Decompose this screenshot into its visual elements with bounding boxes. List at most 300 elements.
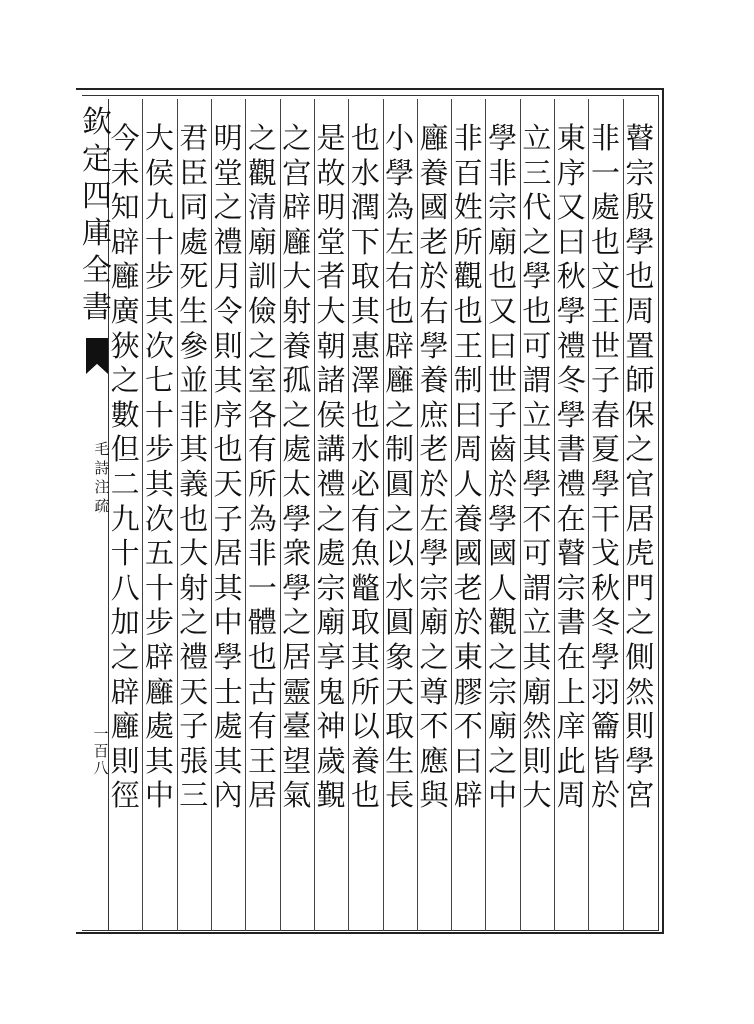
text-char: 其 xyxy=(144,293,174,328)
text-char: 天 xyxy=(213,466,243,501)
text-char: 氣 xyxy=(282,778,312,813)
text-column xyxy=(174,121,214,813)
text-char: 張 xyxy=(179,743,209,778)
text-char: 養 xyxy=(350,743,380,778)
text-char: 學 xyxy=(385,155,415,190)
text-char: 狹 xyxy=(110,328,140,363)
text-char: 也 xyxy=(522,293,552,328)
text-char: 靈 xyxy=(282,674,312,709)
text-char: 觀 xyxy=(453,259,483,294)
text-char: 處 xyxy=(591,190,621,225)
text-char: 也 xyxy=(179,501,209,536)
text-char: 鼈 xyxy=(350,570,380,605)
page-number-char: 一 xyxy=(93,725,109,743)
text-char: 之 xyxy=(110,363,140,398)
text-char: 堂 xyxy=(213,155,243,190)
text-char: 圓 xyxy=(385,466,415,501)
text-char: 學 xyxy=(556,397,586,432)
text-char: 之 xyxy=(625,605,655,640)
text-char: 魚 xyxy=(350,536,380,571)
text-char: 大 xyxy=(522,778,552,813)
text-char: 令 xyxy=(213,293,243,328)
text-char: 步 xyxy=(144,432,174,467)
text-char: 次 xyxy=(144,501,174,536)
text-char: 學 xyxy=(625,743,655,778)
text-char: 冬 xyxy=(591,605,621,640)
text-char: 廟 xyxy=(419,605,449,640)
text-char: 序 xyxy=(213,397,243,432)
text-char: 居 xyxy=(213,536,243,571)
text-column xyxy=(551,121,591,813)
text-char: 臺 xyxy=(282,709,312,744)
text-char: 九 xyxy=(110,501,140,536)
text-char: 則 xyxy=(625,709,655,744)
text-char: 十 xyxy=(110,536,140,571)
text-char: 左 xyxy=(419,501,449,536)
text-char: 姓 xyxy=(453,190,483,225)
text-char: 人 xyxy=(488,570,518,605)
text-char: 長 xyxy=(385,778,415,813)
text-char: 立 xyxy=(522,605,552,640)
text-char: 可 xyxy=(522,536,552,571)
text-column xyxy=(242,121,282,813)
text-char: 數 xyxy=(110,397,140,432)
text-char: 代 xyxy=(522,190,552,225)
margin-title-char: 全 xyxy=(82,253,112,288)
text-char: 於 xyxy=(419,259,449,294)
text-char: 內 xyxy=(213,778,243,813)
text-char: 學 xyxy=(213,639,243,674)
text-char: 應 xyxy=(419,743,449,778)
text-char: 則 xyxy=(213,328,243,363)
text-char: 廱 xyxy=(419,121,449,155)
text-char: 廱 xyxy=(385,363,415,398)
text-char: 之 xyxy=(522,224,552,259)
text-char: 所 xyxy=(350,674,380,709)
text-char: 則 xyxy=(110,743,140,778)
text-char: 有 xyxy=(247,709,277,744)
text-char: 子 xyxy=(591,363,621,398)
text-char: 其 xyxy=(522,639,552,674)
text-char: 於 xyxy=(488,466,518,501)
text-char: 王 xyxy=(591,293,621,328)
text-char: 朝 xyxy=(316,328,346,363)
text-char: 者 xyxy=(316,259,346,294)
text-char: 其 xyxy=(144,743,174,778)
text-char: 也 xyxy=(350,121,380,155)
text-char: 曰 xyxy=(488,328,518,363)
text-char: 中 xyxy=(144,778,174,813)
text-char: 象 xyxy=(385,639,415,674)
text-char: 宗 xyxy=(625,155,655,190)
text-char: 子 xyxy=(488,397,518,432)
text-char: 廱 xyxy=(110,709,140,744)
text-char: 也 xyxy=(213,432,243,467)
text-char: 之 xyxy=(385,397,415,432)
text-char: 膠 xyxy=(453,674,483,709)
text-char: 所 xyxy=(247,466,277,501)
text-char: 養 xyxy=(419,155,449,190)
text-char: 五 xyxy=(144,536,174,571)
text-char: 左 xyxy=(385,224,415,259)
text-char: 文 xyxy=(591,259,621,294)
text-char: 秋 xyxy=(591,570,621,605)
text-char: 死 xyxy=(179,259,209,294)
text-char: 明 xyxy=(316,190,346,225)
text-char: 尊 xyxy=(419,674,449,709)
text-char: 同 xyxy=(179,190,209,225)
text-char: 大 xyxy=(179,536,209,571)
text-char: 侯 xyxy=(144,155,174,190)
text-char: 處 xyxy=(316,536,346,571)
text-char: 八 xyxy=(110,570,140,605)
text-char: 古 xyxy=(247,674,277,709)
text-char: 學 xyxy=(488,121,518,155)
text-char: 九 xyxy=(144,190,174,225)
text-char: 曰 xyxy=(453,397,483,432)
text-char: 此 xyxy=(556,743,586,778)
text-char: 曰 xyxy=(453,743,483,778)
text-char: 養 xyxy=(419,363,449,398)
text-char: 未 xyxy=(110,155,140,190)
text-char: 中 xyxy=(213,605,243,640)
text-column xyxy=(105,121,145,813)
text-char: 是 xyxy=(316,121,346,155)
text-char: 國 xyxy=(419,190,449,225)
text-column xyxy=(586,121,626,813)
text-column xyxy=(139,121,179,813)
text-char: 加 xyxy=(110,605,140,640)
text-char: 學 xyxy=(282,570,312,605)
text-char: 也 xyxy=(591,224,621,259)
text-char: 學 xyxy=(488,501,518,536)
text-char: 國 xyxy=(488,536,518,571)
text-char: 處 xyxy=(179,224,209,259)
text-char: 水 xyxy=(385,570,415,605)
text-column xyxy=(345,121,385,813)
text-char: 所 xyxy=(453,224,483,259)
text-char: 養 xyxy=(282,328,312,363)
text-char: 為 xyxy=(385,190,415,225)
text-char: 與 xyxy=(419,778,449,813)
text-char: 廱 xyxy=(144,674,174,709)
text-char: 射 xyxy=(179,570,209,605)
text-char: 十 xyxy=(144,570,174,605)
text-char: 七 xyxy=(144,363,174,398)
text-char: 居 xyxy=(247,778,277,813)
text-char: 學 xyxy=(282,501,312,536)
text-char: 君 xyxy=(179,121,209,155)
text-char: 廱 xyxy=(110,259,140,294)
text-char: 瞽 xyxy=(625,121,655,155)
margin-title-char: 欽 xyxy=(82,105,112,140)
text-char: 廟 xyxy=(522,674,552,709)
text-char: 不 xyxy=(453,709,483,744)
text-char: 禮 xyxy=(213,224,243,259)
text-column xyxy=(311,121,351,813)
book-name-char: 詩 xyxy=(94,459,110,477)
text-char: 鬼 xyxy=(316,674,346,709)
text-char: 儉 xyxy=(247,293,277,328)
text-char: 神 xyxy=(316,709,346,744)
text-char: 周 xyxy=(625,293,655,328)
text-char: 享 xyxy=(316,639,346,674)
text-char: 體 xyxy=(247,605,277,640)
text-char: 禮 xyxy=(556,466,586,501)
text-char: 取 xyxy=(350,605,380,640)
text-char: 世 xyxy=(591,328,621,363)
text-char: 側 xyxy=(625,639,655,674)
text-column xyxy=(380,121,420,813)
text-char: 小 xyxy=(385,121,415,155)
text-char: 以 xyxy=(385,536,415,571)
text-char: 歲 xyxy=(316,743,346,778)
text-char: 今 xyxy=(110,121,140,155)
text-char: 覲 xyxy=(316,778,346,813)
text-char: 制 xyxy=(453,363,483,398)
text-char: 羽 xyxy=(591,674,621,709)
text-char: 也 xyxy=(350,778,380,813)
text-char: 非 xyxy=(488,155,518,190)
text-char: 辟 xyxy=(110,674,140,709)
text-char: 又 xyxy=(488,293,518,328)
text-char: 然 xyxy=(522,709,552,744)
text-char: 非 xyxy=(591,121,621,155)
text-char: 學 xyxy=(419,536,449,571)
text-char: 廟 xyxy=(488,709,518,744)
text-char: 其 xyxy=(179,432,209,467)
text-char: 之 xyxy=(282,121,312,155)
text-char: 生 xyxy=(385,743,415,778)
text-char: 在 xyxy=(556,501,586,536)
text-char: 之 xyxy=(213,190,243,225)
text-char: 次 xyxy=(144,328,174,363)
text-char: 太 xyxy=(282,466,312,501)
text-char: 冬 xyxy=(556,363,586,398)
text-char: 之 xyxy=(625,432,655,467)
text-char: 右 xyxy=(385,259,415,294)
text-char: 書 xyxy=(556,432,586,467)
text-char: 月 xyxy=(213,259,243,294)
text-char: 衆 xyxy=(282,536,312,571)
margin-title-char: 四 xyxy=(82,179,112,214)
text-char: 老 xyxy=(453,570,483,605)
text-char: 其 xyxy=(213,743,243,778)
text-char: 庶 xyxy=(419,397,449,432)
text-char: 圓 xyxy=(385,605,415,640)
text-char: 生 xyxy=(179,293,209,328)
text-char: 訓 xyxy=(247,259,277,294)
text-char: 其 xyxy=(213,570,243,605)
text-char: 之 xyxy=(282,397,312,432)
text-char: 置 xyxy=(625,328,655,363)
text-char: 春 xyxy=(591,397,621,432)
text-char: 廟 xyxy=(316,605,346,640)
text-char: 學 xyxy=(522,466,552,501)
text-char: 天 xyxy=(385,674,415,709)
text-char: 三 xyxy=(179,778,209,813)
text-char: 廟 xyxy=(488,224,518,259)
text-char: 有 xyxy=(247,432,277,467)
text-char: 保 xyxy=(625,397,655,432)
text-char: 之 xyxy=(316,501,346,536)
text-char: 東 xyxy=(556,121,586,155)
text-char: 其 xyxy=(350,639,380,674)
text-char: 秋 xyxy=(556,259,586,294)
text-char: 十 xyxy=(144,224,174,259)
text-char: 為 xyxy=(247,501,277,536)
page-number-char: 八 xyxy=(93,759,109,777)
text-char: 宗 xyxy=(488,674,518,709)
text-char: 清 xyxy=(247,190,277,225)
text-char: 孤 xyxy=(282,363,312,398)
text-column xyxy=(517,121,557,813)
text-char: 也 xyxy=(350,397,380,432)
text-char: 籥 xyxy=(591,709,621,744)
text-char: 水 xyxy=(350,432,380,467)
text-char: 則 xyxy=(522,743,552,778)
text-char: 處 xyxy=(213,709,243,744)
text-char: 宮 xyxy=(625,778,655,813)
text-char: 立 xyxy=(522,397,552,432)
text-char: 其 xyxy=(350,293,380,328)
text-char: 王 xyxy=(453,328,483,363)
text-char: 在 xyxy=(556,639,586,674)
text-char: 之 xyxy=(488,639,518,674)
text-char: 宗 xyxy=(488,190,518,225)
text-char: 禮 xyxy=(556,328,586,363)
text-char: 之 xyxy=(385,501,415,536)
text-char: 周 xyxy=(453,432,483,467)
text-char: 之 xyxy=(247,328,277,363)
text-char: 宗 xyxy=(556,570,586,605)
text-char: 辟 xyxy=(385,328,415,363)
text-char: 學 xyxy=(591,466,621,501)
text-char: 周 xyxy=(556,778,586,813)
text-char: 必 xyxy=(350,466,380,501)
book-name-char: 疏 xyxy=(94,497,110,515)
text-char: 學 xyxy=(556,293,586,328)
margin-title-char: 庫 xyxy=(82,216,112,251)
text-char: 謂 xyxy=(522,570,552,605)
text-char: 處 xyxy=(144,709,174,744)
text-char: 齒 xyxy=(488,432,518,467)
book-name-char: 注 xyxy=(94,478,110,496)
text-char: 二 xyxy=(110,466,140,501)
text-char: 之 xyxy=(419,639,449,674)
text-char: 臣 xyxy=(179,155,209,190)
text-char: 堂 xyxy=(316,224,346,259)
margin-title-char: 書 xyxy=(82,290,112,325)
text-char: 其 xyxy=(522,432,552,467)
text-char: 以 xyxy=(350,709,380,744)
text-char: 非 xyxy=(179,397,209,432)
text-char: 官 xyxy=(625,466,655,501)
text-char: 門 xyxy=(625,570,655,605)
text-char: 三 xyxy=(522,155,552,190)
text-char: 參 xyxy=(179,328,209,363)
text-char: 居 xyxy=(282,639,312,674)
text-char: 百 xyxy=(453,155,483,190)
text-column xyxy=(414,121,454,813)
text-char: 居 xyxy=(625,501,655,536)
text-char: 立 xyxy=(522,121,552,155)
text-char: 其 xyxy=(144,466,174,501)
text-char: 侯 xyxy=(316,397,346,432)
text-char: 望 xyxy=(282,743,312,778)
text-char: 十 xyxy=(144,397,174,432)
text-char: 制 xyxy=(385,432,415,467)
text-char: 辟 xyxy=(144,639,174,674)
text-char: 之 xyxy=(282,605,312,640)
text-char: 取 xyxy=(350,259,380,294)
text-char: 老 xyxy=(419,432,449,467)
text-char: 子 xyxy=(179,709,209,744)
text-char: 也 xyxy=(453,293,483,328)
text-char: 澤 xyxy=(350,363,380,398)
text-char: 講 xyxy=(316,432,346,467)
text-char: 之 xyxy=(179,605,209,640)
text-char: 也 xyxy=(247,639,277,674)
text-char: 謂 xyxy=(522,363,552,398)
text-char: 惠 xyxy=(350,328,380,363)
text-char: 學 xyxy=(419,328,449,363)
text-char: 中 xyxy=(488,778,518,813)
text-char: 之 xyxy=(488,743,518,778)
text-char: 之 xyxy=(247,121,277,155)
text-char: 非 xyxy=(247,536,277,571)
text-char: 學 xyxy=(625,224,655,259)
text-char: 皆 xyxy=(591,743,621,778)
text-char: 宗 xyxy=(316,570,346,605)
text-char: 但 xyxy=(110,432,140,467)
text-char: 非 xyxy=(453,121,483,155)
text-char: 大 xyxy=(282,259,312,294)
text-char: 潤 xyxy=(350,190,380,225)
text-char: 宫 xyxy=(282,155,312,190)
text-char: 一 xyxy=(247,570,277,605)
text-char: 水 xyxy=(350,155,380,190)
margin-title-char: 定 xyxy=(82,142,112,177)
text-char: 老 xyxy=(419,224,449,259)
text-char: 上 xyxy=(556,674,586,709)
text-char: 步 xyxy=(144,605,174,640)
text-char: 於 xyxy=(453,605,483,640)
text-char: 曰 xyxy=(556,224,586,259)
text-char: 故 xyxy=(316,155,346,190)
text-char: 禮 xyxy=(179,639,209,674)
text-char: 戈 xyxy=(591,536,621,571)
text-char: 義 xyxy=(179,466,209,501)
text-char: 也 xyxy=(385,293,415,328)
text-char: 處 xyxy=(282,432,312,467)
text-column xyxy=(277,121,317,813)
text-char: 觀 xyxy=(488,605,518,640)
book-name-char: 毛 xyxy=(94,440,110,458)
text-body xyxy=(108,99,657,931)
text-char: 學 xyxy=(522,259,552,294)
text-char: 廟 xyxy=(247,224,277,259)
text-char: 養 xyxy=(453,501,483,536)
text-char: 干 xyxy=(591,501,621,536)
text-char: 並 xyxy=(179,363,209,398)
text-char: 殷 xyxy=(625,190,655,225)
text-char: 大 xyxy=(316,293,346,328)
text-char: 士 xyxy=(213,674,243,709)
text-char: 步 xyxy=(144,259,174,294)
text-char: 廱 xyxy=(282,224,312,259)
text-column xyxy=(208,121,248,813)
